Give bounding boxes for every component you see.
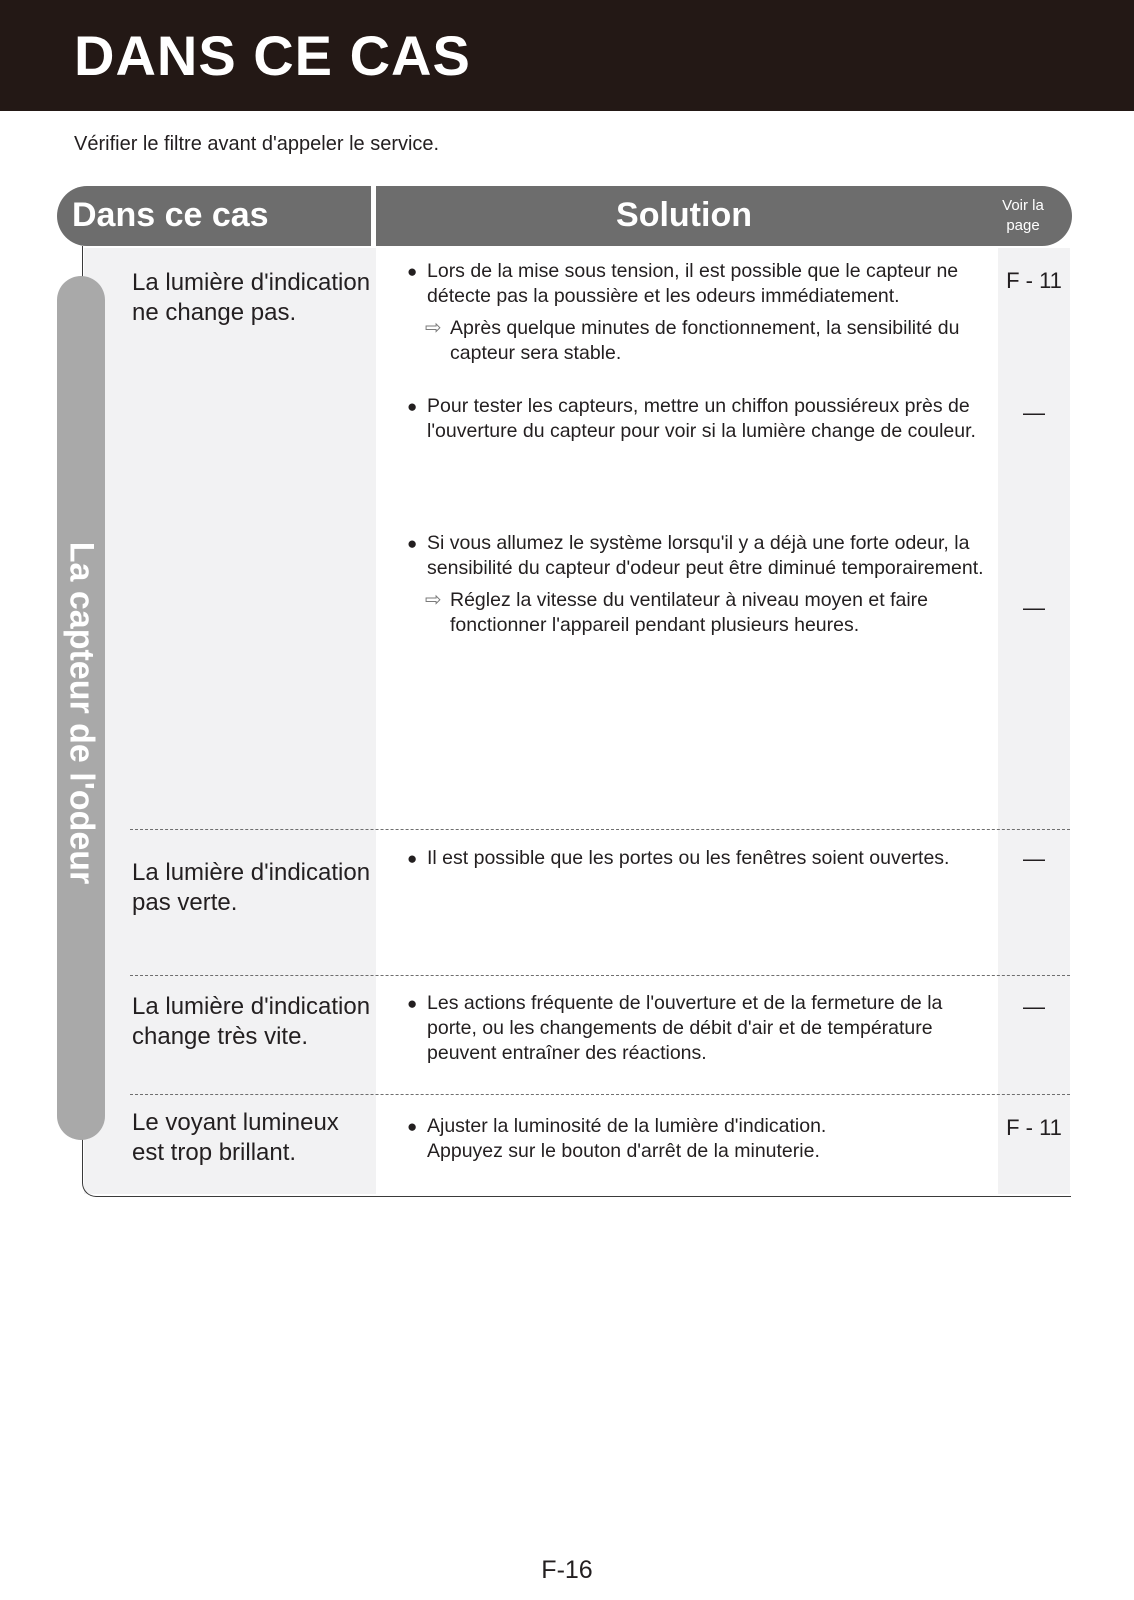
page-ref: F - 11 bbox=[1006, 1115, 1062, 1140]
page-number: F-16 bbox=[541, 1556, 593, 1584]
case-text: La lumière d'indication change très vite. bbox=[132, 993, 371, 1050]
bullet-icon: ● bbox=[407, 397, 418, 416]
bullet-icon: ● bbox=[407, 534, 418, 553]
page-ref: — bbox=[1023, 994, 1045, 1019]
page-ref: F - 11 bbox=[1006, 268, 1062, 293]
arrow-right-icon: ⇨ bbox=[425, 317, 442, 339]
solution-item bbox=[407, 1114, 847, 1164]
case-text: La lumière d'indication ne change pas. bbox=[132, 269, 371, 326]
header-solution bbox=[376, 186, 992, 246]
step-text: Réglez la vitesse du ventilateur à niveau moyen et faire fonctionner l'appareil pendant plusieurs heures. bbox=[450, 589, 929, 636]
solution-text: Pour tester les capteurs, mettre un chiffon poussiéreux près de l'ouverture du capteur pour voir si la lumière change de couleur. bbox=[427, 395, 976, 442]
solution-text: Si vous allumez le système lorsqu'il y a déjà une forte odeur, la sensibilité du capteur d'odeur peut être diminué temporairement. bbox=[427, 532, 984, 579]
solution-item bbox=[407, 259, 992, 366]
bullet-icon: ● bbox=[407, 994, 418, 1013]
solution-step bbox=[425, 588, 992, 638]
step-text: Après quelque minutes de fonctionnement, la sensibilité du capteur sera stable. bbox=[450, 317, 960, 364]
solution-text: Les actions fréquente de l'ouverture et de la fermeture de la porte, ou les changements de débit d'air et de température peuvent entraîner des réactions. bbox=[427, 992, 943, 1064]
bullet-icon: ● bbox=[407, 1117, 418, 1136]
header-case-label: Dans ce cas bbox=[72, 196, 269, 234]
solution-text: Il est possible que les portes ou les fenêtres soient ouvertes. bbox=[427, 847, 950, 869]
page-ref: — bbox=[1023, 595, 1045, 620]
solution-text: Lors de la mise sous tension, il est possible que le capteur ne détecte pas la poussière et les odeurs immédiatement. bbox=[427, 260, 959, 307]
intro-text: Vérifier le filtre avant d'appeler le service. bbox=[74, 133, 440, 155]
solution-item bbox=[407, 846, 992, 871]
row-divider bbox=[130, 829, 1070, 830]
case-text: Le voyant lumineux est trop brillant. bbox=[132, 1109, 339, 1166]
page-title: DANS CE CAS bbox=[74, 24, 471, 87]
solution-item bbox=[407, 991, 992, 1066]
solution-item bbox=[407, 531, 992, 638]
section-label: La capteur de l'odeur bbox=[62, 541, 101, 885]
solution-step bbox=[425, 316, 992, 366]
row-divider bbox=[130, 975, 1070, 976]
arrow-right-icon: ⇨ bbox=[425, 589, 442, 611]
solution-text: Ajuster la luminosité de la lumière d'indication. Appuyez sur le bouton d'arrêt de la minuterie. bbox=[427, 1115, 827, 1162]
solution-item bbox=[407, 394, 992, 444]
header-solution-label: Solution bbox=[616, 196, 752, 234]
header-ref-label: Voir la page bbox=[1002, 197, 1044, 234]
row-divider bbox=[130, 1094, 1070, 1095]
header-case bbox=[57, 186, 371, 246]
page-ref: — bbox=[1023, 400, 1045, 425]
bullet-icon: ● bbox=[407, 262, 418, 281]
section-tab bbox=[57, 276, 105, 1140]
case-text: La lumière d'indication pas verte. bbox=[132, 859, 371, 916]
title-banner bbox=[0, 0, 1134, 111]
page-ref: — bbox=[1023, 846, 1045, 871]
header-ref bbox=[992, 186, 1072, 246]
bullet-icon: ● bbox=[407, 849, 418, 868]
